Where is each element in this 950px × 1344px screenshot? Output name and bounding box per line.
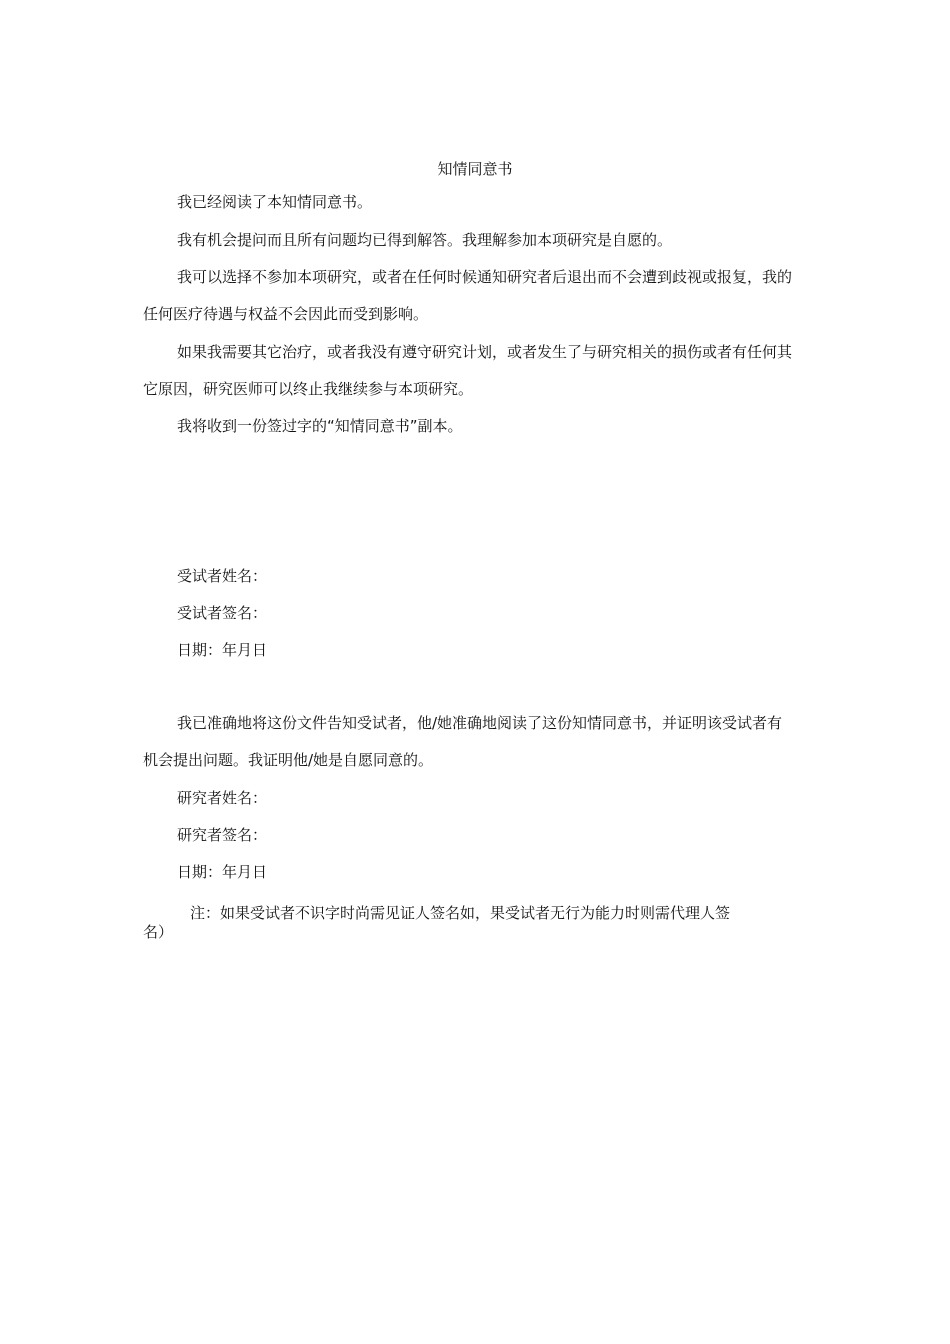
researcher-statement-line1: 我已准确地将这份文件告知受试者，他/她准确地阅读了这份知情同意书，并证明该受试者有 [177, 714, 783, 732]
subject-date-label: 日期：年月日 [177, 641, 268, 659]
subject-name-label: 受试者姓名： [177, 567, 268, 585]
statement-withdraw-line2: 任何医疗待遇与权益不会因此而受到影响。 [143, 305, 429, 323]
statement-terminate-line1: 如果我需要其它治疗，或者我没有遵守研究计划，或者发生了与研究相关的损伤或者有任何其 [177, 343, 793, 361]
note-line2: 名） [143, 923, 174, 941]
statement-read: 我已经阅读了本知情同意书。 [177, 193, 373, 211]
note-line1: 注：如果受试者不识字时尚需见证人签名如，果受试者无行为能力时则需代理人签 [190, 904, 731, 922]
researcher-signature-label: 研究者签名： [177, 826, 268, 844]
researcher-name-label: 研究者姓名： [177, 789, 268, 807]
subject-signature-label: 受试者签名： [177, 604, 268, 622]
document-title: 知情同意书 [437, 160, 513, 178]
statement-copy: 我将收到一份签过字的“知情同意书”副本。 [177, 417, 463, 435]
researcher-date-label: 日期：年月日 [177, 863, 268, 881]
statement-withdraw-line1: 我可以选择不参加本项研究，或者在任何时候通知研究者后退出而不会遭到歧视或报复，我的 [177, 268, 793, 286]
statement-questions: 我有机会提问而且所有问题均已得到解答。我理解参加本项研究是自愿的。 [177, 231, 673, 249]
statement-terminate-line2: 它原因，研究医师可以终止我继续参与本项研究。 [143, 380, 474, 398]
researcher-statement-line2: 机会提出问题。我证明他/她是自愿同意的。 [143, 751, 434, 769]
